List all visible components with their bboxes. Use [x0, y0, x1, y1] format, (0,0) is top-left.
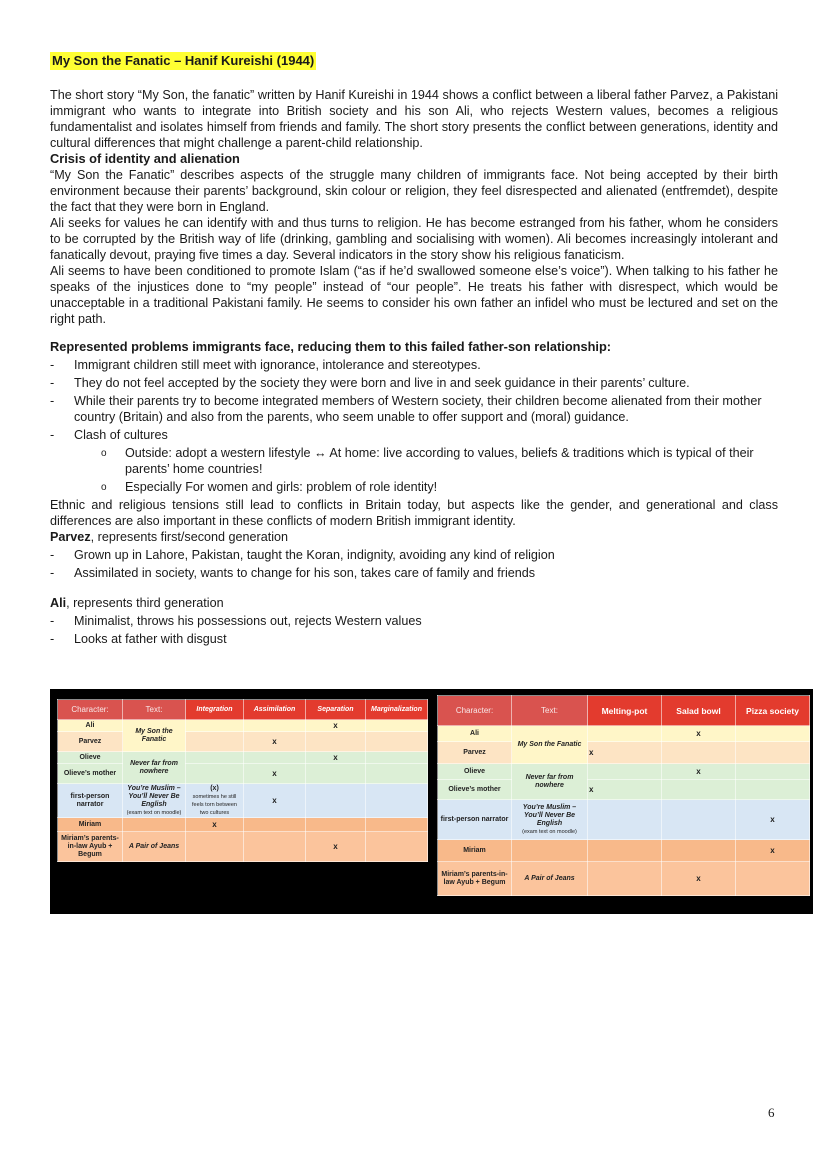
table-row: Olieve’s mother x — [58, 764, 428, 784]
table-header: Melting-pot — [588, 696, 662, 726]
table-row: Ali My Son the Fanatic x — [438, 726, 810, 742]
parvez-list — [50, 547, 778, 581]
table-header: Marginalization — [366, 700, 428, 720]
table-row: Miriam x — [438, 840, 810, 862]
table-row: first-person narrator You’re Muslim – You’ll Never Be English (exam text on moodle) (x) sometimes he still feels torn between two cultures x — [58, 784, 428, 818]
table-row: Miriam x — [58, 818, 428, 832]
table-header: Pizza society — [736, 696, 810, 726]
crisis-heading: Crisis of identity and alienation — [50, 151, 240, 166]
list-item: - Looks at father with disgust — [50, 631, 778, 647]
comparison-tables-image — [50, 689, 813, 914]
table-row: Parvez x — [58, 732, 428, 752]
list-item: - Clash of cultures — [50, 427, 778, 443]
ethnic-paragraph: Ethnic and religious tensions still lead to conflicts in Britain today, but aspects like the gender, and generational and class differences are also important in these conflicts of modern British immigrant identity. — [50, 498, 778, 528]
table-row: Ali My Son the Fanatic x — [58, 720, 428, 732]
table-header: Character: — [438, 696, 512, 726]
problems-heading: Represented problems immigrants face, reducing them to this failed father-son relationship: — [50, 339, 612, 354]
table-row: Parvez x — [438, 742, 810, 764]
problems-list — [50, 357, 778, 443]
page-number: 6 — [768, 1105, 775, 1120]
table-row: Olieve Never far from nowhere x — [438, 764, 810, 780]
table-row: Olieve’s mother x — [438, 780, 810, 800]
society-model-table — [437, 695, 810, 896]
document-title: My Son the Fanatic – Hanif Kureishi (1944) — [52, 53, 315, 68]
table-header: Text: — [123, 700, 186, 720]
table-header: Separation — [306, 700, 366, 720]
table-header: Character: — [58, 700, 123, 720]
list-item: - They do not feel accepted by the society they were born and live in and seek guidance in their parents’ culture. — [50, 375, 778, 391]
list-item: - Assimilated in society, wants to change for his son, takes care of family and friends — [50, 565, 778, 581]
clash-sublist — [50, 445, 778, 495]
list-item: o Especially For women and girls: problem of role identity! — [101, 479, 778, 495]
ali-list — [50, 613, 778, 647]
table-header: Assimilation — [244, 700, 306, 720]
table-row: first-person narrator You’re Muslim – You’ll Never Be English (exam text on moodle) x — [438, 800, 810, 840]
table-row: Miriam’s parents-in-law Ayub + Begum A Pair of Jeans x — [438, 862, 810, 896]
document-body — [50, 52, 778, 649]
parvez-heading: Parvez, represents first/second generation — [50, 530, 289, 544]
crisis-paragraph-2: Ali seeks for values he can identify with and thus turns to religion. He has become estranged from his father, whom he considers to be corrupted by the British way of life (drinking, gambling and socialising with women). Ali becomes increasingly intolerant and fanatically devout, praying five times a day. Several indicators in the story show his religious fanaticism. — [50, 216, 778, 262]
crisis-paragraph-1: “My Son the Fanatic” describes aspects of the struggle many children of immigrants face. Not being accepted by their birth environment because their parents’ background, skin colour or religion, they feel disrespected and alienated (entfremdet), despite the fact that they were born in England. — [50, 168, 778, 214]
table-header: Text: — [512, 696, 588, 726]
table-header: Salad bowl — [662, 696, 736, 726]
acculturation-table — [57, 699, 428, 862]
table-header: Integration — [186, 700, 244, 720]
ali-heading: Ali, represents third generation — [50, 596, 224, 610]
crisis-paragraph-3: Ali seems to have been conditioned to promote Islam (“as if he’d swallowed someone else’s voice”). When talking to his father he speaks of the injustices done to “my people” instead of “our people”. He treats his father with disrespect, which would be unacceptable in a traditional Pakistani family. He seems to consider his own father an infidel who must be lectured and set on the right path. — [50, 264, 778, 326]
intro-paragraph: The short story “My Son, the fanatic” written by Hanif Kureishi in 1944 shows a conflict between a liberal father Parvez, a Pakistani immigrant who wants to integrate into British society and his son Ali, who rejects Western values, becomes a religious fundamentalist and isolates himself from friends and family. The short story presents the conflict between generations, identity and cultural differences that might challenge a parent-child relationship. — [50, 88, 778, 150]
table-row: Miriam’s parents-in-law Ayub + Begum A Pair of Jeans x — [58, 832, 428, 862]
list-item: - Immigrant children still meet with ignorance, intolerance and stereotypes. — [50, 357, 778, 373]
table-row: Olieve Never far from nowhere x — [58, 752, 428, 764]
list-item: - Grown up in Lahore, Pakistan, taught the Koran, indignity, avoiding any kind of religion — [50, 547, 778, 563]
list-item: o Outside: adopt a western lifestyle ↔ At home: live according to values, beliefs & traditions which is typical of their parents’ home countries! — [101, 445, 778, 477]
list-item: - Minimalist, throws his possessions out, rejects Western values — [50, 613, 778, 629]
list-item: - While their parents try to become integrated members of Western society, their children become alienated from their mother country (Britain) and also from the parents, who seem unable to offer support and (moral) guidance. — [50, 393, 778, 425]
